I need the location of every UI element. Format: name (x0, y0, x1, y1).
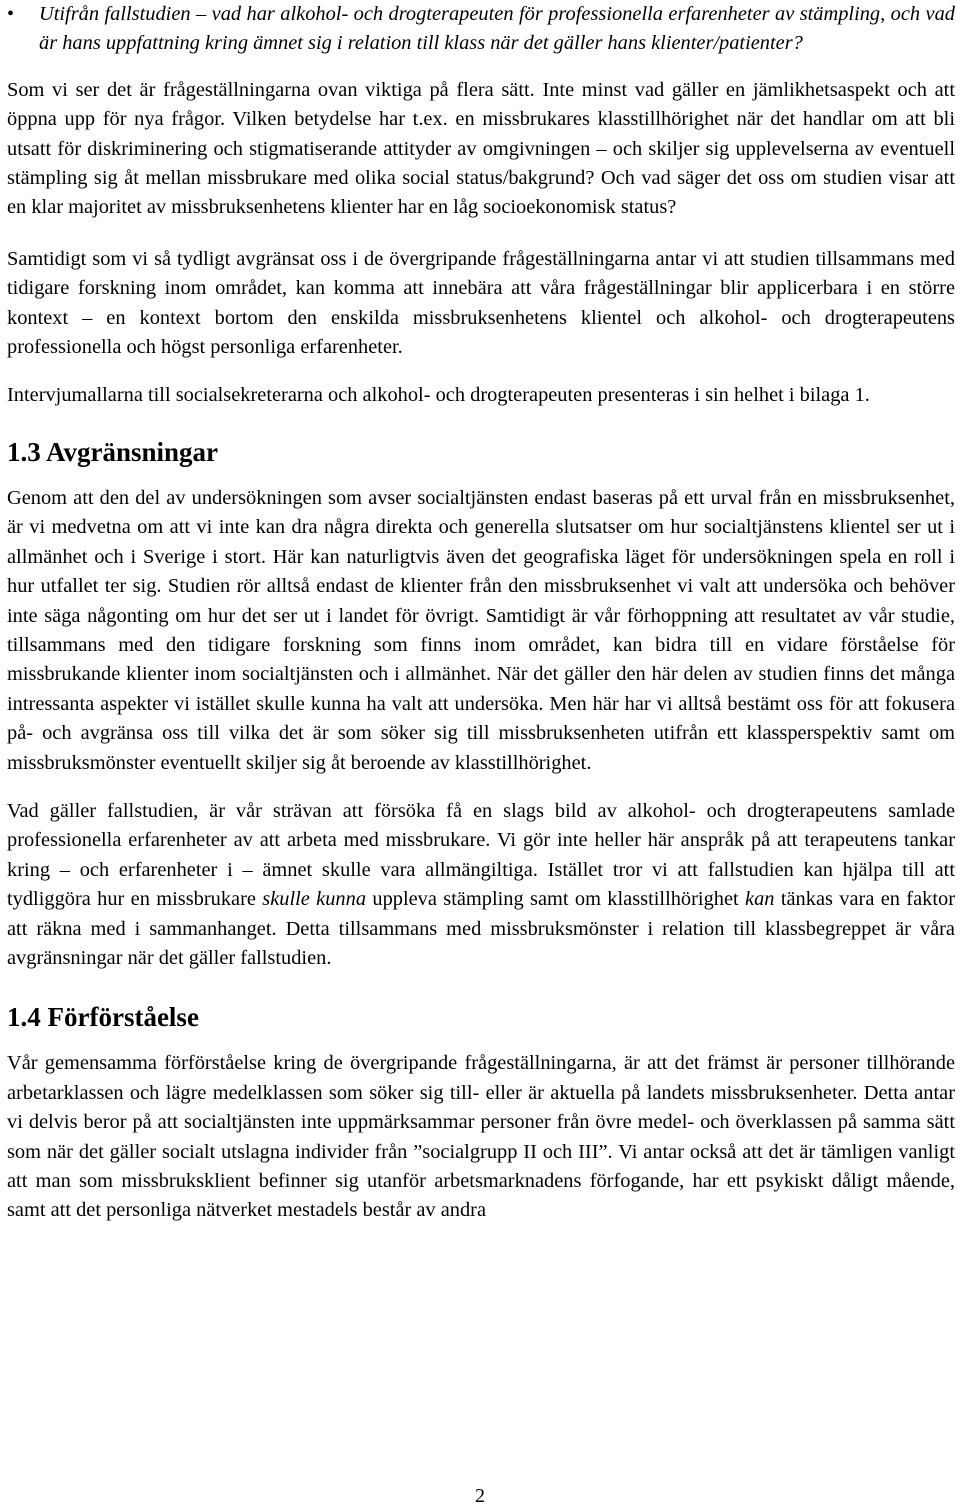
paragraph-forforstaelse: Vår gemensamma förförståelse kring de övergripande frågeställningarna, är att det främst är personer tillhörande arbetarklassen och lägre medelklassen som söker sig till- eller är aktuella på landets missbruksenheter. Detta antar vi delvis beror på att socialtjänsten inte uppmärksammar personer från övre medel- och överklassen på samma sätt som när det gäller socialt utslagna individer från ”socialgrupp II och III”. Vi antar också att det är tämligen vanligt att man som missbruksklient befinner sig utanför arbetsmarknadens förfogande, har ett psykiskt dåligt mående, samt att det personliga nätverket mestadels består av andra (7, 1052, 955, 1222)
page-number: 2 (475, 1485, 485, 1507)
paragraph-fallstudie-limitations (7, 797, 955, 973)
paragraph-significance: Som vi ser det är frågeställningarna ovan viktiga på flera sätt. Inte minst vad gäller en jämlikhetsaspekt och att öppna upp för nya frågor. Vilken betydelse har t.ex. en missbrukares klasstillhörighet när det handlar om att bli utsatt för diskriminering och stigmatiserande attityder av omgivningen – och skiljer sig upplevelserna av eventuell stämpling sig åt mellan missbrukare med olika social status/bakgrund? Och vad säger det oss om studien visar att en klar majoritet av missbruksenhetens klienter har en låg socioekonomisk status? (7, 78, 955, 219)
document-page (7, 0, 955, 1226)
text-span: uppleva stämpling samt om klasstillhörighet (366, 888, 746, 911)
paragraph-broader-context: Samtidigt som vi så tydligt avgränsat oss i de övergripande frågeställningarna antar vi att studien tillsammans med tidigare forskning inom området, kan komma att innebära att våra frågeställningar blir applicerbara i en större kontext – en kontext bortom den enskilda missbruksenhetens klientel och alkohol- och drogterapeutens professionella och högst personliga erfarenheter. (7, 247, 955, 359)
emphasis-skulle-kunna: skulle kunna (262, 888, 367, 911)
section-heading-forforstaelse: 1.4 Förförståelse (7, 1002, 199, 1033)
paragraph-interview-templates: Intervjumallarna till socialsekreterarna och alkohol- och drogterapeuten presenteras i sin helhet i bilaga 1. (7, 384, 870, 407)
bullet-dot-icon: • (7, 3, 15, 25)
bullet-list-item (7, 0, 955, 59)
text-span: tänkas vara en faktor att räkna med i sammanhanget. Detta tillsammans med missbruksmönster i relation till klassbegreppet är våra avgränsningar när det gäller fallstudien. (7, 888, 955, 969)
bullet-question: Utifrån fallstudien – vad har alkohol- och drogterapeuten för professionella erfarenheter av stämpling, och vad är hans uppfattning kring ämnet sig i relation till klass när det gäller hans klienter/patienter? (39, 3, 955, 55)
text-span: Vad gäller fallstudien, är vår strävan att försöka få en slags bild av alkohol- och drogterapeutens samlade professionella erfarenheter av att arbeta med missbrukare. Vi gör inte heller här anspråk på att terapeutens tankar kring – och erfarenheter i – ämnet skulle vara allmängiltiga. Istället tror vi att fallstudien kan hjälpa till att tydliggöra hur en missbrukare (7, 799, 955, 911)
emphasis-kan: kan (745, 888, 775, 911)
paragraph-socialtjanst-limitations: Genom att den del av undersökningen som avser socialtjänsten endast baseras på ett urval från en missbruksenhet, är vi medvetna om att vi inte kan dra några direkta och generella slutsatser om hur socialtjänstens klientel ser ut i allmänhet och i Sverige i stort. Här kan naturligtvis även det geografiska läget för undersökningen spela en roll i hur utfallet ter sig. Studien rör alltså endast de klienter från den missbruksenhet vi valt att undersöka och behöver inte säga någonting om hur det ser ut i landet för övrigt. Samtidigt är vår förhoppning att resultatet av vår studie, tillsammans med den tidigare forskning som finns inom området, kan bidra till en vidare förståelse för missbrukande klienter inom socialtjänsten och i allmänhet. När det gäller den här delen av studien finns det många intressanta aspekter vi istället skulle kunna ha valt att undersöka. Men här har vi alltså bestämt oss för att fokusera på- och avgränsa oss till vilka det är som söker sig till missbruksenheten utifrån ett klassperspektiv samt om missbruksmönster eventuellt skiljer sig åt beroende av klasstillhörighet. (7, 486, 955, 774)
section-heading-avgransningar: 1.3 Avgränsningar (7, 436, 219, 467)
